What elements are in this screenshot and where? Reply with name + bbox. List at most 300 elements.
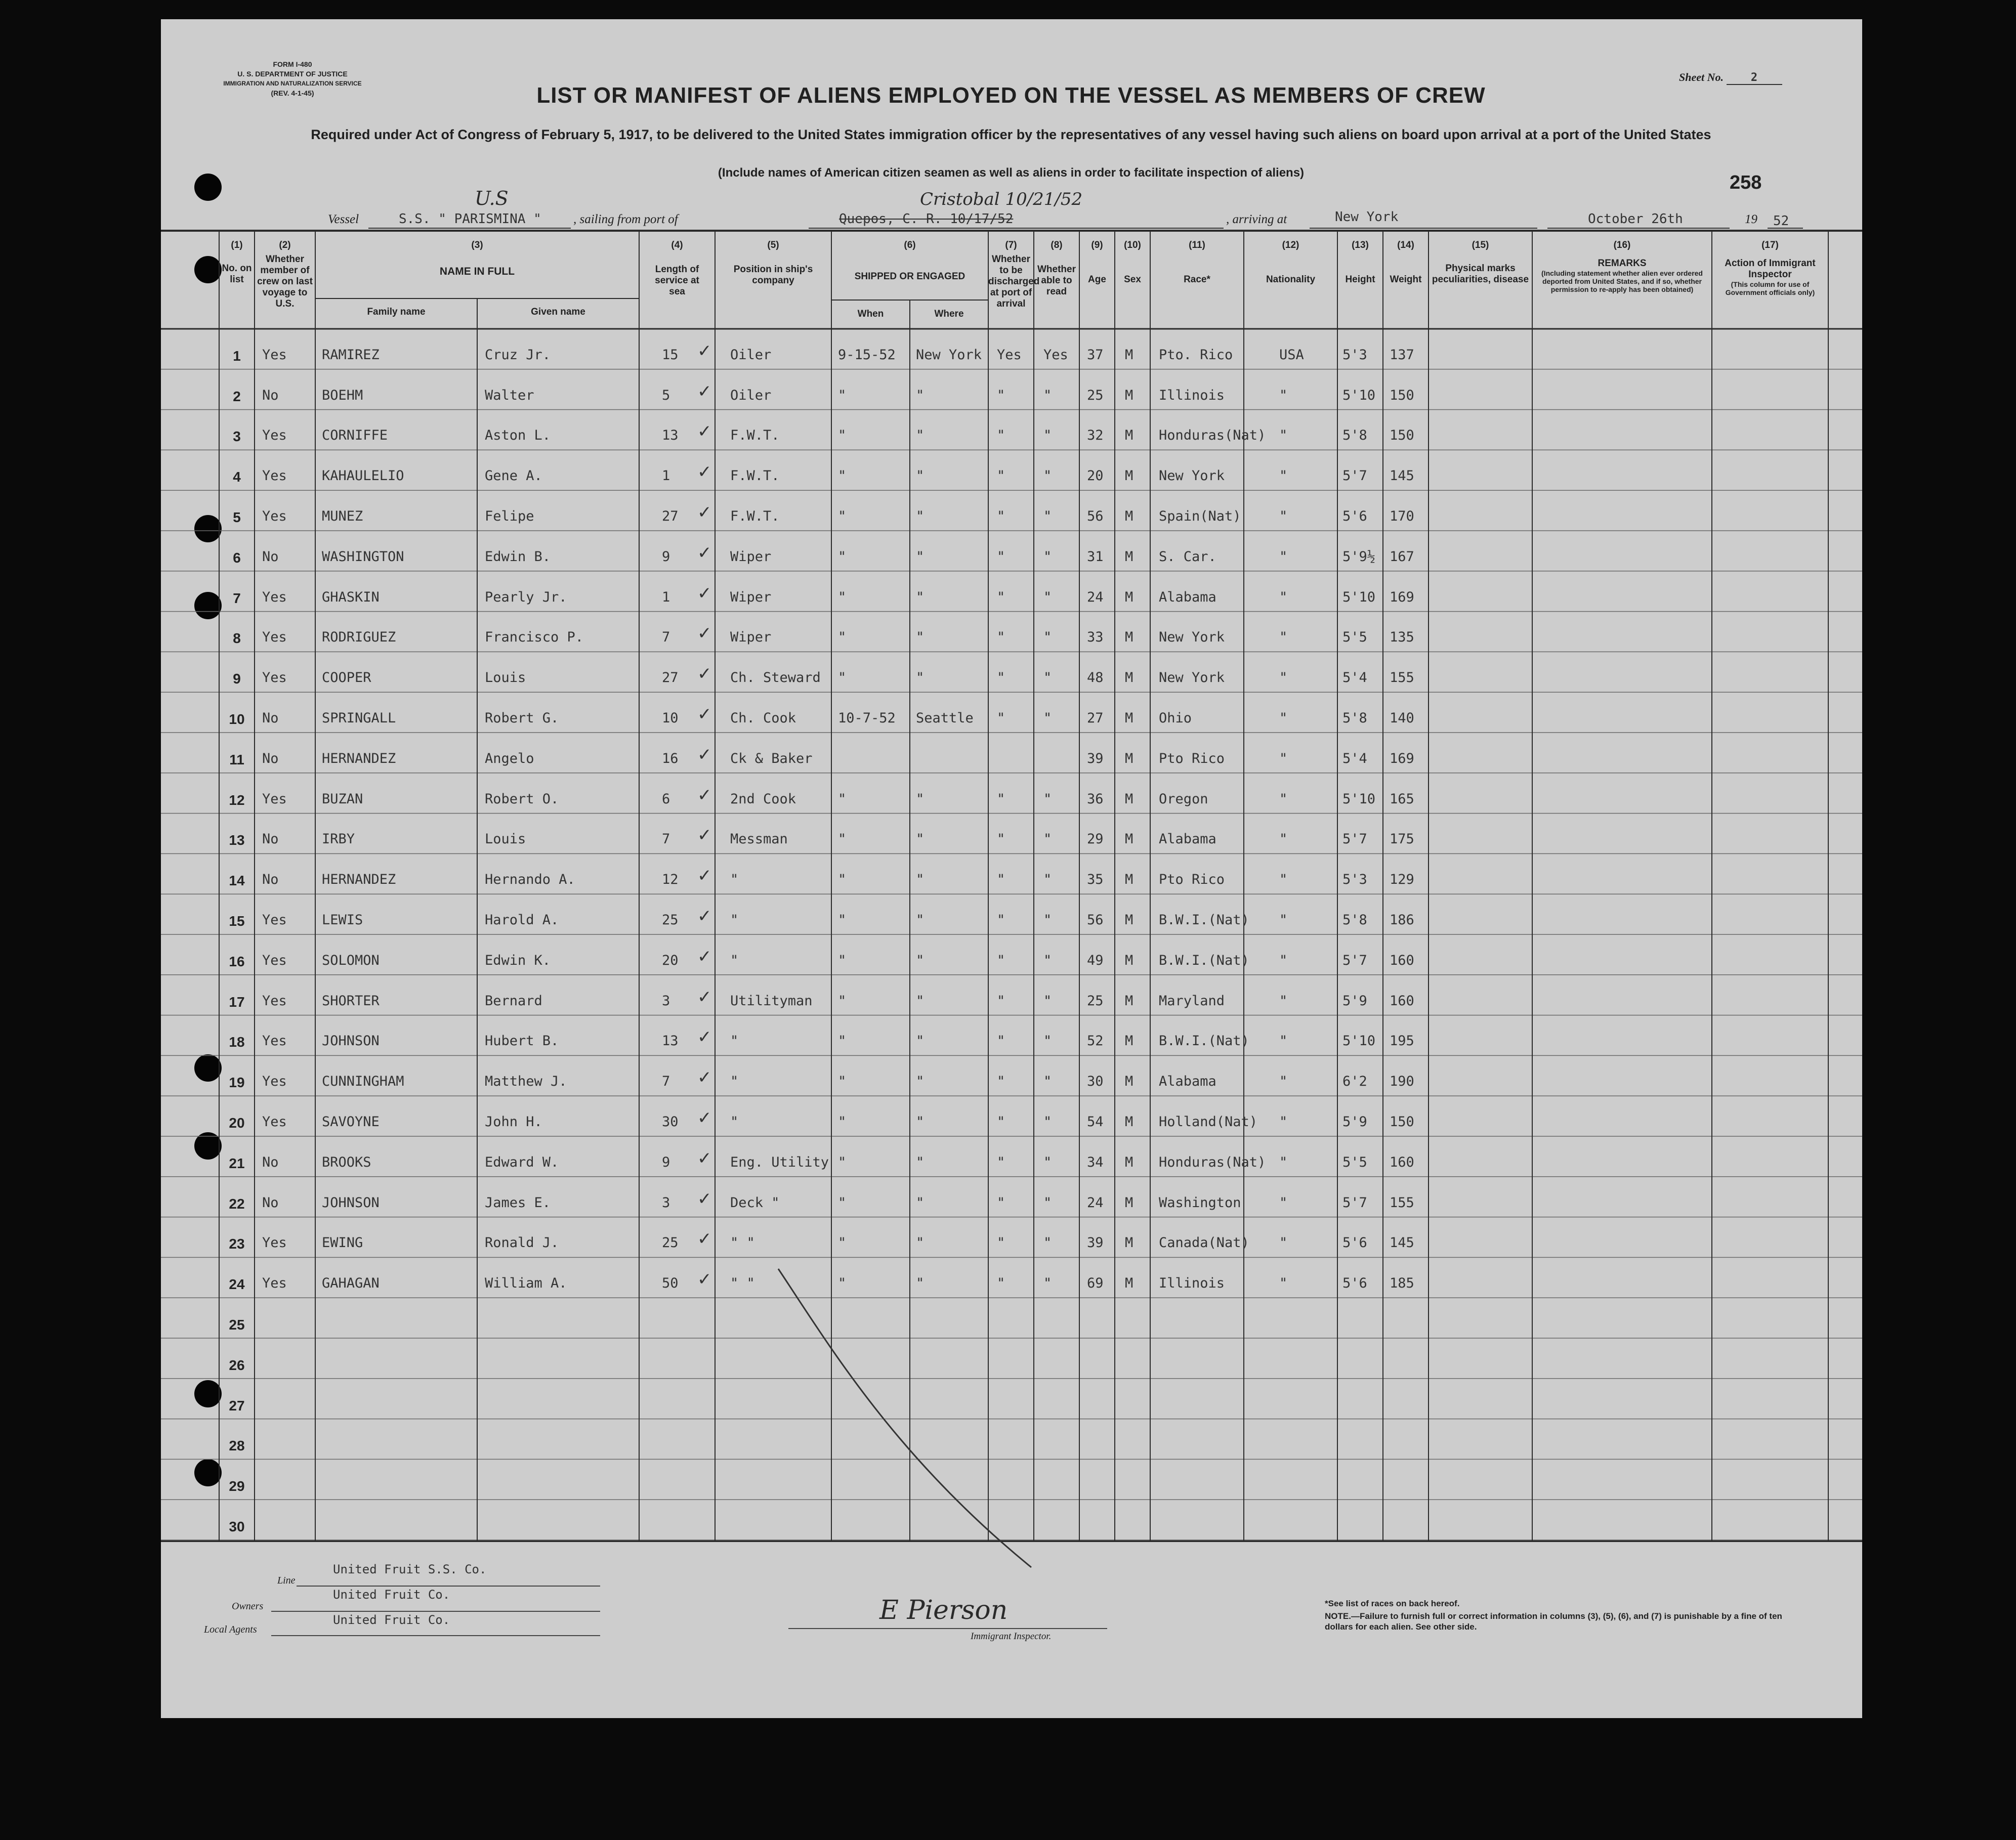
cell-service: 3	[662, 1194, 670, 1211]
cell-read: "	[1043, 589, 1052, 605]
cell-weight: 137	[1390, 347, 1414, 363]
check-mark: ✓	[697, 906, 712, 926]
cell-age: 27	[1087, 710, 1104, 726]
cell-when: "	[838, 589, 847, 605]
check-mark: ✓	[697, 623, 712, 644]
cell-weight: 169	[1390, 750, 1414, 766]
cell-service: 9	[662, 548, 670, 565]
cell-given: Edwin K.	[485, 952, 551, 968]
cell-family: CUNNINGHAM	[322, 1074, 404, 1090]
cell-age: 34	[1087, 1154, 1104, 1170]
cell-family: GHASKIN	[322, 589, 380, 605]
cell-height: 5'4	[1342, 750, 1367, 766]
binder-hole	[194, 592, 222, 619]
cell-given: Gene A.	[485, 468, 542, 484]
row-number: 1	[233, 348, 241, 364]
cell-nationality: "	[1279, 508, 1288, 524]
cell-sex: M	[1125, 1154, 1133, 1170]
arriving-label: , arriving at	[1226, 212, 1287, 226]
row-number: 4	[233, 469, 241, 485]
cell-service: 13	[662, 1033, 679, 1049]
cell-prev: Yes	[262, 1074, 287, 1090]
cell-service: 5	[662, 387, 670, 403]
cell-given: Matthew J.	[485, 1074, 567, 1090]
binder-hole	[194, 1132, 222, 1160]
row-number: 16	[229, 953, 245, 969]
cell-service: 16	[662, 750, 679, 766]
cell-height: 5'6	[1342, 1235, 1367, 1251]
cell-discharged: "	[997, 670, 1005, 686]
cell-position: "	[730, 1114, 739, 1130]
cell-weight: 150	[1390, 427, 1414, 444]
cell-read: "	[1043, 831, 1052, 847]
cell-given: Harold A.	[485, 912, 559, 928]
cell-service: 50	[662, 1275, 679, 1292]
cell-when: "	[838, 548, 847, 565]
cell-service: 15	[662, 347, 679, 363]
cell-discharged: "	[997, 427, 1005, 444]
cell-family: COOPER	[322, 670, 371, 686]
cell-family: GAHAGAN	[322, 1275, 380, 1292]
agents-value: United Fruit Co.	[333, 1613, 450, 1627]
cell-where: "	[916, 387, 925, 403]
row-number: 8	[233, 630, 241, 647]
cell-weight: 185	[1390, 1275, 1414, 1292]
check-mark: ✓	[697, 825, 712, 846]
row-number: 22	[229, 1195, 245, 1212]
cell-when: 9-15-52	[838, 347, 896, 363]
cell-read: "	[1043, 387, 1052, 403]
vessel-label: Vessel	[328, 212, 359, 226]
form-number: FORM I-480	[273, 60, 312, 68]
cell-age: 31	[1087, 548, 1104, 565]
cell-age: 25	[1087, 993, 1104, 1009]
cell-read: "	[1043, 1154, 1052, 1170]
cell-where: "	[916, 468, 925, 484]
cell-weight: 160	[1390, 1154, 1414, 1170]
cell-race: Alabama	[1159, 1074, 1216, 1090]
cell-read: "	[1043, 952, 1052, 968]
row-number: 10	[229, 711, 245, 727]
cell-nationality: USA	[1279, 347, 1304, 363]
cell-service: 7	[662, 1074, 670, 1090]
cell-position: " "	[730, 1275, 755, 1292]
cell-weight: 195	[1390, 1033, 1414, 1049]
cell-when: "	[838, 1275, 847, 1292]
cell-position: "	[730, 912, 739, 928]
col3b-header: Given name	[531, 307, 585, 317]
check-mark: ✓	[697, 381, 712, 402]
cell-service: 10	[662, 710, 679, 726]
cell-height: 5'10	[1342, 387, 1376, 403]
cell-service: 25	[662, 1235, 679, 1251]
cell-given: Edwin B.	[485, 548, 551, 565]
cell-weight: 160	[1390, 952, 1414, 968]
cell-race: New York	[1159, 670, 1225, 686]
check-mark: ✓	[697, 704, 712, 724]
sailing-port-typed: Quepos, C. R. 10/17/52	[839, 211, 1014, 227]
cell-given: Felipe	[485, 508, 534, 524]
cell-position: F.W.T.	[730, 468, 780, 484]
cell-where: "	[916, 1194, 925, 1211]
check-mark: ✓	[697, 583, 712, 604]
cell-read: "	[1043, 670, 1052, 686]
cell-height: 5'10	[1342, 1033, 1376, 1049]
cell-age: 29	[1087, 831, 1104, 847]
cell-service: 7	[662, 629, 670, 646]
cell-weight: 135	[1390, 629, 1414, 646]
cell-family: SPRINGALL	[322, 710, 396, 726]
cell-given: Cruz Jr.	[485, 347, 551, 363]
cell-height: 5'8	[1342, 427, 1367, 444]
binder-hole	[194, 1459, 222, 1486]
arriving-port: New York	[1335, 209, 1399, 225]
row-number: 20	[229, 1115, 245, 1131]
cell-race: B.W.I.(Nat)	[1159, 1033, 1249, 1049]
cell-prev: No	[262, 831, 279, 847]
cell-position: "	[730, 1033, 739, 1049]
arrival-date: October 26th	[1588, 211, 1683, 227]
cell-when: "	[838, 468, 847, 484]
cell-age: 35	[1087, 872, 1104, 888]
cell-prev: No	[262, 872, 279, 888]
cell-read: "	[1043, 1275, 1052, 1292]
cell-sex: M	[1125, 1235, 1133, 1251]
cell-where: "	[916, 629, 925, 646]
cell-nationality: "	[1279, 952, 1288, 968]
cell-sex: M	[1125, 1074, 1133, 1090]
cell-position: Deck "	[730, 1194, 780, 1211]
cell-family: BUZAN	[322, 791, 363, 807]
cell-race: Oregon	[1159, 791, 1208, 807]
cell-height: 5'10	[1342, 589, 1376, 605]
cell-sex: M	[1125, 670, 1133, 686]
cell-race: Illinois	[1159, 387, 1225, 403]
binder-hole	[194, 174, 222, 201]
col6a-header: When	[857, 309, 884, 319]
cell-sex: M	[1125, 508, 1133, 524]
cell-when: "	[838, 831, 847, 847]
cell-weight: 175	[1390, 831, 1414, 847]
cell-where: "	[916, 1074, 925, 1090]
row-number: 6	[233, 549, 241, 566]
cell-discharged: "	[997, 468, 1005, 484]
page-number: 258	[1730, 172, 1762, 193]
cell-height: 5'6	[1342, 508, 1367, 524]
cell-height: 5'9	[1342, 1114, 1367, 1130]
cell-where: "	[916, 508, 925, 524]
check-mark: ✓	[697, 1188, 712, 1209]
cell-where: "	[916, 1033, 925, 1049]
cell-family: BROOKS	[322, 1154, 371, 1170]
cell-family: EWING	[322, 1235, 363, 1251]
page-title: LIST OR MANIFEST OF ALIENS EMPLOYED ON THE VESSEL AS MEMBERS OF CREW	[536, 83, 1486, 108]
col13-header: (13) Height	[1345, 240, 1375, 285]
cell-family: HERNANDEZ	[322, 872, 396, 888]
cell-where: "	[916, 1275, 925, 1292]
cell-family: SHORTER	[322, 993, 380, 1009]
row-number: 14	[229, 873, 245, 889]
cell-family: SOLOMON	[322, 952, 380, 968]
cell-sex: M	[1125, 1114, 1133, 1130]
service-name: IMMIGRATION AND NATURALIZATION SERVICE	[223, 80, 362, 87]
cell-weight: 165	[1390, 791, 1414, 807]
cell-nationality: "	[1279, 1033, 1288, 1049]
cell-given: John H.	[485, 1114, 542, 1130]
cell-height: 5'8	[1342, 710, 1367, 726]
cell-discharged: "	[997, 872, 1005, 888]
cell-nationality: "	[1279, 427, 1288, 444]
cell-age: 20	[1087, 468, 1104, 484]
col8-header: (8) Whether able to read	[1037, 240, 1076, 297]
col12-header: (12) Nationality	[1266, 240, 1316, 285]
cell-position: Messman	[730, 831, 788, 847]
cell-nationality: "	[1279, 872, 1288, 888]
cell-when: "	[838, 791, 847, 807]
cell-discharged: "	[997, 1154, 1005, 1170]
cell-family: RAMIREZ	[322, 347, 380, 363]
cell-position: Wiper	[730, 589, 772, 605]
row-number: 26	[229, 1357, 245, 1373]
cell-sex: M	[1125, 750, 1133, 766]
owners-label: Owners	[232, 1601, 264, 1612]
cell-given: Louis	[485, 670, 526, 686]
cell-service: 7	[662, 831, 670, 847]
cell-nationality: "	[1279, 1114, 1288, 1130]
cell-read: "	[1043, 1033, 1052, 1049]
cell-weight: 170	[1390, 508, 1414, 524]
col7-header: (7) Whether to be discharged at port of arrival	[988, 240, 1040, 309]
cell-race: B.W.I.(Nat)	[1159, 912, 1249, 928]
cell-prev: Yes	[262, 952, 287, 968]
cell-height: 6'2	[1342, 1074, 1367, 1090]
cell-sex: M	[1125, 589, 1133, 605]
cell-where: "	[916, 993, 925, 1009]
cell-discharged: "	[997, 1074, 1005, 1090]
check-mark: ✓	[697, 1229, 712, 1250]
cell-age: 37	[1087, 347, 1104, 363]
cell-discharged: "	[997, 1235, 1005, 1251]
cell-race: S. Car.	[1159, 548, 1216, 565]
check-mark: ✓	[697, 987, 712, 1007]
cell-height: 5'10	[1342, 791, 1376, 807]
cell-position: Oiler	[730, 347, 772, 363]
cell-discharged: Yes	[997, 347, 1022, 363]
row-number: 24	[229, 1276, 245, 1293]
cell-position: Wiper	[730, 629, 772, 646]
manifest-sheet	[161, 19, 1862, 1718]
row-number: 19	[229, 1075, 245, 1091]
cell-height: 5'9	[1342, 993, 1367, 1009]
row-number: 5	[233, 509, 241, 525]
cell-weight: 155	[1390, 670, 1414, 686]
check-mark: ✓	[697, 1108, 712, 1128]
cell-position: Utilityman	[730, 993, 813, 1009]
binder-hole	[194, 1054, 222, 1082]
cell-prev: Yes	[262, 629, 287, 646]
cell-where: "	[916, 1235, 925, 1251]
cell-height: 5'5	[1342, 629, 1367, 646]
cell-race: Illinois	[1159, 1275, 1225, 1292]
cell-position: "	[730, 1074, 739, 1090]
cell-race: Canada(Nat)	[1159, 1235, 1249, 1251]
col16-header: (16) REMARKS (Including statement whether alien ever ordered deported from United States, and if so, whether permission to re-apply has been obtained)	[1541, 240, 1703, 293]
cell-read: "	[1043, 993, 1052, 1009]
cell-age: 54	[1087, 1114, 1104, 1130]
sheet-label: Sheet No.	[1679, 71, 1724, 83]
cell-age: 32	[1087, 427, 1104, 444]
col6-header: (6) SHIPPED OR ENGAGED	[854, 240, 965, 282]
cell-race: B.W.I.(Nat)	[1159, 952, 1249, 968]
cell-position: Wiper	[730, 548, 772, 565]
cell-weight: 160	[1390, 993, 1414, 1009]
sheet-number: 2	[1727, 71, 1782, 85]
cell-prev: Yes	[262, 1114, 287, 1130]
cell-discharged: "	[997, 1114, 1005, 1130]
cell-nationality: "	[1279, 1154, 1288, 1170]
cell-age: 56	[1087, 508, 1104, 524]
cell-prev: No	[262, 1154, 279, 1170]
cell-where: "	[916, 831, 925, 847]
cell-position: F.W.T.	[730, 508, 780, 524]
cell-service: 27	[662, 508, 679, 524]
cell-nationality: "	[1279, 993, 1288, 1009]
cell-weight: 140	[1390, 710, 1414, 726]
sailing-label: , sailing from port of	[573, 212, 678, 226]
cell-race: Spain(Nat)	[1159, 508, 1241, 524]
check-mark: ✓	[697, 542, 712, 563]
cell-age: 24	[1087, 1194, 1104, 1211]
cell-read: "	[1043, 1114, 1052, 1130]
cell-position: Ck & Baker	[730, 750, 813, 766]
cell-discharged: "	[997, 993, 1005, 1009]
col9-header: (9) Age	[1088, 240, 1106, 285]
cell-prev: No	[262, 548, 279, 565]
cell-age: 56	[1087, 912, 1104, 928]
cell-prev: Yes	[262, 589, 287, 605]
cell-discharged: "	[997, 387, 1005, 403]
cell-weight: 169	[1390, 589, 1414, 605]
cell-discharged: "	[997, 589, 1005, 605]
cell-family: CORNIFFE	[322, 427, 388, 444]
cell-where: "	[916, 548, 925, 565]
cell-where: New York	[916, 347, 982, 363]
cell-sex: M	[1125, 347, 1133, 363]
col3-header: (3) NAME IN FULL	[439, 240, 515, 277]
cell-when: "	[838, 952, 847, 968]
cell-race: Ohio	[1159, 710, 1192, 726]
cell-height: 5'5	[1342, 1154, 1367, 1170]
check-mark: ✓	[697, 785, 712, 805]
cell-where: "	[916, 589, 925, 605]
check-mark: ✓	[697, 946, 712, 967]
cell-family: HERNANDEZ	[322, 750, 396, 766]
cell-prev: No	[262, 1194, 279, 1211]
cell-family: KAHAULELIO	[322, 468, 404, 484]
binder-hole	[194, 256, 222, 283]
cell-family: BOEHM	[322, 387, 363, 403]
cell-position: Ch. Cook	[730, 710, 796, 726]
page-note: (Include names of American citizen seamen as well as aliens in order to facilitate inspection of aliens)	[718, 166, 1305, 180]
cell-prev: No	[262, 710, 279, 726]
row-number: 28	[229, 1438, 245, 1454]
row-number: 2	[233, 388, 241, 404]
cell-when: "	[838, 1074, 847, 1090]
vessel-line	[161, 187, 1862, 232]
cell-weight: 145	[1390, 1235, 1414, 1251]
cell-nationality: "	[1279, 831, 1288, 847]
vessel-name: S.S. " PARISMINA "	[399, 211, 541, 227]
cell-race: New York	[1159, 468, 1225, 484]
cell-when: "	[838, 1033, 847, 1049]
department-name: U. S. DEPARTMENT OF JUSTICE	[237, 70, 348, 78]
cell-prev: Yes	[262, 791, 287, 807]
cell-position: "	[730, 952, 739, 968]
cell-nationality: "	[1279, 791, 1288, 807]
line-value: United Fruit S.S. Co.	[333, 1562, 487, 1576]
cell-prev: Yes	[262, 670, 287, 686]
cell-age: 69	[1087, 1275, 1104, 1292]
cell-nationality: "	[1279, 750, 1288, 766]
cell-read: "	[1043, 710, 1052, 726]
cell-prev: Yes	[262, 427, 287, 444]
cell-weight: 190	[1390, 1074, 1414, 1090]
cell-given: William A.	[485, 1275, 567, 1292]
cell-age: 52	[1087, 1033, 1104, 1049]
cell-given: Hernando A.	[485, 872, 575, 888]
cell-sex: M	[1125, 548, 1133, 565]
cell-where: "	[916, 952, 925, 968]
cell-discharged: "	[997, 1033, 1005, 1049]
check-mark: ✓	[697, 502, 712, 523]
cell-discharged: "	[997, 629, 1005, 646]
cell-prev: Yes	[262, 912, 287, 928]
col4-header: (4) Length of service at sea	[655, 240, 699, 297]
cell-family: SAVOYNE	[322, 1114, 380, 1130]
form-revision: (REV. 4-1-45)	[271, 89, 314, 97]
col14-header: (14) Weight	[1390, 240, 1422, 285]
cell-service: 6	[662, 791, 670, 807]
row-number: 12	[229, 792, 245, 808]
cell-given: Hubert B.	[485, 1033, 559, 1049]
cell-discharged: "	[997, 1194, 1005, 1211]
cell-height: 5'9½	[1342, 548, 1376, 565]
row-number: 21	[229, 1155, 245, 1171]
col2-header: (2) Whether member of crew on last voyage to U.S.	[257, 240, 313, 309]
cell-family: JOHNSON	[322, 1194, 380, 1211]
row-number: 18	[229, 1034, 245, 1050]
cell-read: Yes	[1043, 347, 1068, 363]
cell-position: "	[730, 872, 739, 888]
cell-given: Angelo	[485, 750, 534, 766]
row-number: 27	[229, 1397, 245, 1414]
col1-header: (1) No. on list	[222, 240, 252, 285]
cell-prev: Yes	[262, 347, 287, 363]
cell-prev: Yes	[262, 468, 287, 484]
cell-given: James E.	[485, 1194, 551, 1211]
cell-service: 1	[662, 468, 670, 484]
check-mark: ✓	[697, 1269, 712, 1290]
line-label: Line	[277, 1575, 296, 1586]
cell-race: Honduras(Nat)	[1159, 1154, 1266, 1170]
page-subtitle: Required under Act of Congress of February 5, 1917, to be delivered to the United States immigration officer by the representatives of any vessel having such aliens on board upon arrival at a port of the United States	[311, 127, 1711, 142]
cell-weight: 129	[1390, 872, 1414, 888]
cell-discharged: "	[997, 791, 1005, 807]
cell-when: "	[838, 912, 847, 928]
row-number: 29	[229, 1478, 245, 1494]
cell-when: 10-7-52	[838, 710, 896, 726]
cell-height: 5'7	[1342, 831, 1367, 847]
